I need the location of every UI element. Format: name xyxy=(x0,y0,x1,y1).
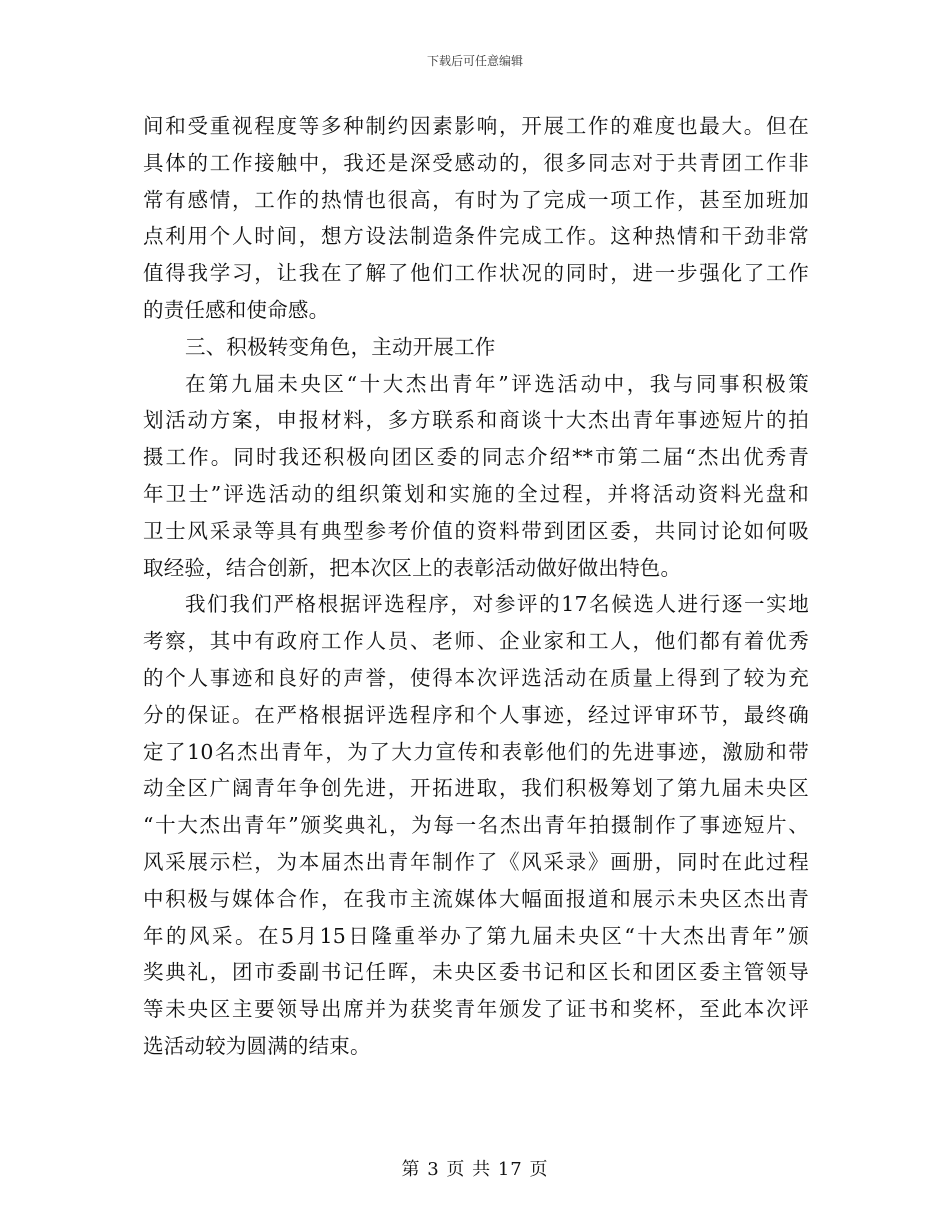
text-line: 奖典礼，团市委副书记任晖，未央区委书记和区长和团区委主管领导 xyxy=(143,960,809,985)
text-line: 间和受重视程度等多种制约因素影响，开展工作的难度也最大。但在 xyxy=(143,114,809,138)
text-line: 年卫士”评选活动的组织策划和实施的全过程，并将活动资料光盘和 xyxy=(143,481,809,506)
text-line: 划活动方案，申报材料，多方联系和商谈十大杰出青年事迹短片的拍 xyxy=(143,408,809,433)
text-line: 风采展示栏，为本届杰出青年制作了《风采录》画册，同时在此过程 xyxy=(143,849,809,874)
text-line: 值得我学习，让我在了解了他们工作状况的同时，进一步强化了工作 xyxy=(143,261,809,286)
text-line: 的个人事迹和良好的声誉，使得本次评选活动在质量上得到了较为充 xyxy=(143,665,809,690)
text-line: 常有感情，工作的热情也很高，有时为了完成一项工作，甚至加班加 xyxy=(143,187,809,212)
text-line: 摄工作。同时我还积极向团区委的同志介绍**市第二届“杰出优秀青 xyxy=(143,445,809,470)
body-text xyxy=(143,108,809,1065)
text-line: 具体的工作接触中，我还是深受感动的，很多同志对于共青团工作非 xyxy=(143,150,809,175)
text-line: 在第九届未央区“十大杰出青年”评选活动中，我与同事积极策 xyxy=(185,371,809,396)
page-header-note: 下载后可任意编辑 xyxy=(426,54,523,68)
text-line: 取经验，结合创新，把本次区上的表彰活动做好做出特色。 xyxy=(143,555,682,580)
text-line: 年的风采。在5月15日隆重举办了第九届未央区“十大杰出青年”颁 xyxy=(143,923,809,948)
text-line: 考察，其中有政府工作人员、老师、企业家和工人，他们都有着优秀 xyxy=(143,629,809,654)
text-line: 卫士风采录等具有典型参考价值的资料带到团区委，共同讨论如何吸 xyxy=(143,518,809,543)
text-line: 定了10名杰出青年，为了大力宣传和表彰他们的先进事迹，激励和带 xyxy=(143,739,809,764)
text-line: 动全区广阔青年争创先进，开拓进取，我们积极筹划了第九届未央区 xyxy=(143,776,809,801)
text-line: 中积极与媒体合作，在我市主流媒体大幅面报道和展示未央区杰出青 xyxy=(143,886,809,911)
text-line: 等未央区主要领导出席并为获奖青年颁发了证书和奖杯，至此本次评 xyxy=(143,997,809,1022)
text-line: 三、积极转变角色，主动开展工作 xyxy=(185,334,496,359)
text-line: 点利用个人时间，想方设法制造条件完成工作。这种热情和干劲非常 xyxy=(143,224,809,249)
text-line: 我们我们严格根据评选程序，对参评的17名候选人进行逐一实地 xyxy=(185,592,809,617)
text-line: “十大杰出青年”颁奖典礼，为每一名杰出青年拍摄制作了事迹短片、 xyxy=(143,813,809,838)
page-number-footer: 第 3 页 共 17 页 xyxy=(401,1159,549,1180)
text-line: 选活动较为圆满的结束。 xyxy=(143,1033,371,1058)
text-line: 分的保证。在严格根据评选程序和个人事迹，经过评审环节，最终确 xyxy=(143,702,809,727)
text-line: 的责任感和使命感。 xyxy=(143,297,330,322)
